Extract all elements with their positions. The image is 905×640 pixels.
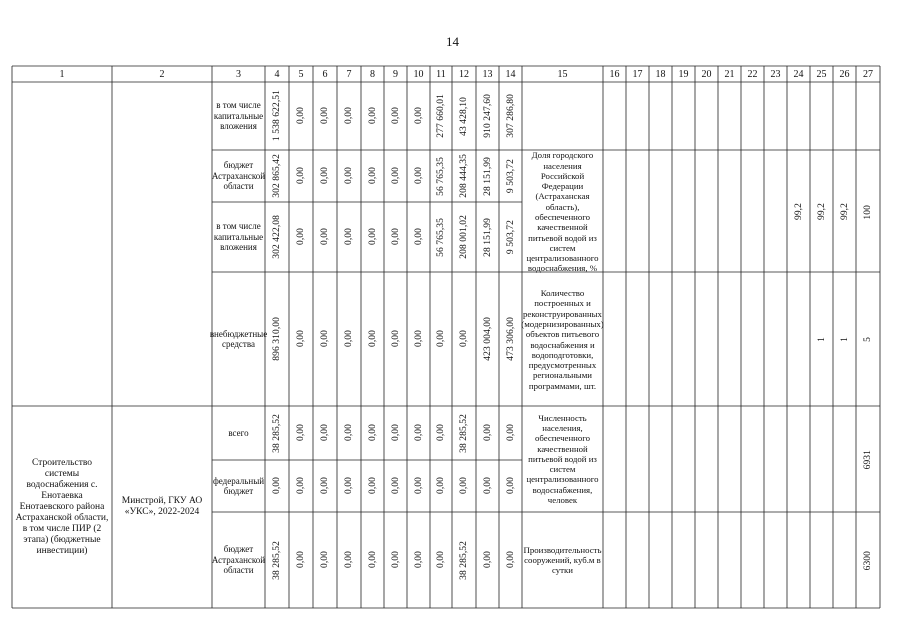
value-cell: [384, 512, 407, 608]
value-text: 208 001,02: [459, 215, 469, 259]
indicator-value-cell: [856, 407, 880, 512]
value-cell: [289, 202, 313, 272]
value-cell: [337, 272, 361, 406]
value-cell: [337, 202, 361, 272]
value-text: 423 004,00: [482, 317, 493, 361]
value-text: 0,00: [296, 228, 306, 246]
value-text: 0,00: [390, 551, 401, 569]
value-cell: [384, 272, 407, 406]
value-cell: [499, 406, 522, 460]
value-cell: [289, 82, 313, 150]
value-cell: [407, 272, 430, 406]
value-text: 0,00: [413, 477, 424, 495]
value-cell: [337, 82, 361, 150]
value-cell: [407, 512, 430, 608]
value-cell: [361, 512, 384, 608]
indicator-value-cell: [856, 152, 880, 272]
value-text: 0,00: [367, 330, 378, 348]
value-cell: [337, 150, 361, 202]
value-cell: [476, 406, 499, 460]
value-text: 0,00: [482, 424, 493, 442]
value-text: 28 151,99: [482, 156, 493, 196]
value-text: 38 285,52: [459, 540, 469, 580]
value-cell: [313, 512, 337, 608]
object-name: Строительство системы водоснабжения с. Енотаевка Енотаевского района Астраханской области, в том числе ПИР (2 этапа) (бюджетные инвестиции): [15, 457, 109, 556]
value-text: 56 765,35: [436, 217, 446, 257]
column-header-6: 6: [322, 68, 328, 80]
value-text: 0,00: [459, 330, 469, 348]
value-text: 0,00: [344, 477, 354, 495]
value-text: 9 503,72: [505, 219, 516, 255]
value-cell: [430, 460, 452, 512]
value-text: 0,00: [459, 477, 469, 495]
value-cell: [499, 82, 522, 150]
row-label: всего: [228, 427, 249, 438]
indicator-value-text: 1: [816, 337, 827, 342]
value-text: 208 444,35: [459, 154, 469, 198]
value-text: 0,00: [344, 551, 354, 569]
value-text: 0,00: [296, 167, 306, 185]
value-cell: [313, 202, 337, 272]
column-header-20: 20: [701, 68, 712, 80]
column-header-7: 7: [346, 68, 352, 80]
value-text: 0,00: [367, 551, 378, 569]
indicator-value-cell: [810, 152, 833, 272]
value-cell: [384, 406, 407, 460]
value-cell: [337, 512, 361, 608]
indicator-value-text: 1: [839, 337, 850, 342]
value-text: 0,00: [320, 551, 330, 569]
value-text: 0,00: [390, 424, 401, 442]
value-text: 896 310,00: [272, 317, 282, 361]
value-text: 0,00: [296, 424, 306, 442]
value-cell: [384, 460, 407, 512]
column-header-25: 25: [816, 68, 827, 80]
value-text: 0,00: [482, 551, 493, 569]
value-cell: [452, 150, 476, 202]
value-cell: [361, 150, 384, 202]
value-cell: [265, 406, 289, 460]
value-text: 0,00: [367, 107, 378, 125]
value-text: 0,00: [367, 167, 378, 185]
column-header-16: 16: [609, 68, 620, 80]
value-cell: [265, 82, 289, 150]
value-cell: [476, 82, 499, 150]
value-cell: [499, 150, 522, 202]
value-cell: [337, 406, 361, 460]
column-header-5: 5: [298, 68, 304, 80]
column-header-8: 8: [370, 68, 375, 80]
value-text: 38 285,52: [272, 413, 282, 453]
value-text: 0,00: [436, 330, 446, 348]
value-text: 0,00: [482, 477, 493, 495]
value-text: 0,00: [320, 228, 330, 246]
column-header-13: 13: [482, 68, 493, 80]
value-cell: [289, 272, 313, 406]
indicator-value-text: 99,2: [839, 203, 850, 221]
value-cell: [452, 82, 476, 150]
value-text: 0,00: [320, 477, 330, 495]
column-header-18: 18: [655, 68, 666, 80]
value-cell: [476, 272, 499, 406]
value-text: 0,00: [320, 107, 330, 125]
row-label: бюджет Астраханской области: [211, 160, 266, 192]
value-text: 0,00: [320, 330, 330, 348]
value-text: 0,00: [296, 107, 306, 125]
value-cell: [384, 150, 407, 202]
column-header-1: 1: [59, 68, 65, 80]
value-cell: [361, 82, 384, 150]
indicator-value-text: 99,2: [816, 203, 827, 221]
value-cell: [265, 512, 289, 608]
value-cell: [289, 406, 313, 460]
value-cell: [430, 202, 452, 272]
value-text: 0,00: [413, 107, 424, 125]
value-cell: [361, 202, 384, 272]
value-cell: [313, 460, 337, 512]
value-cell: [337, 460, 361, 512]
column-header-22: 22: [747, 68, 758, 80]
value-cell: [452, 202, 476, 272]
value-text: 1 538 622,51: [272, 90, 282, 142]
value-cell: [313, 272, 337, 406]
row-label: в том числе капитальные вложения: [213, 100, 264, 132]
indicator-value-cell: [856, 273, 880, 406]
value-cell: [499, 512, 522, 608]
column-header-14: 14: [505, 68, 516, 80]
indicator-value-text: 6300: [863, 550, 873, 571]
value-text: 0,00: [413, 424, 424, 442]
value-cell: [430, 406, 452, 460]
value-cell: [407, 202, 430, 272]
indicator-value-text: 99,2: [793, 203, 804, 221]
value-cell: [476, 202, 499, 272]
indicator-value-text: 5: [863, 337, 873, 342]
value-text: 0,00: [505, 424, 516, 442]
value-cell: [430, 82, 452, 150]
indicator-value-cell: [810, 273, 833, 406]
value-cell: [384, 202, 407, 272]
value-cell: [407, 150, 430, 202]
value-cell: [499, 460, 522, 512]
column-header-19: 19: [678, 68, 689, 80]
value-text: 0,00: [390, 330, 401, 348]
value-text: 0,00: [505, 551, 516, 569]
column-header-24: 24: [793, 68, 804, 80]
value-cell: [265, 460, 289, 512]
value-text: 0,00: [413, 330, 424, 348]
value-cell: [452, 272, 476, 406]
value-cell: [476, 512, 499, 608]
indicator-value-cell: [833, 273, 856, 406]
value-text: 43 428,10: [459, 96, 469, 136]
value-text: 0,00: [272, 477, 282, 495]
value-cell: [476, 460, 499, 512]
page-number: 14: [446, 34, 459, 49]
value-text: 0,00: [296, 551, 306, 569]
value-text: 56 765,35: [436, 156, 446, 196]
column-header-15: 15: [557, 68, 568, 80]
value-text: 0,00: [367, 477, 378, 495]
value-text: 277 660,01: [436, 94, 446, 138]
value-text: 28 151,99: [482, 217, 493, 257]
value-cell: [476, 150, 499, 202]
value-cell: [452, 460, 476, 512]
value-text: 0,00: [367, 228, 378, 246]
value-text: 0,00: [436, 551, 446, 569]
value-text: 0,00: [344, 330, 354, 348]
value-text: 473 306,00: [505, 317, 516, 361]
indicator-count: Количество построенных и реконструированных (модернизированных) объектов питьевого водоснабжения и водоподготовки, предусмотренных региональными программами, шт.: [521, 288, 604, 391]
value-text: 0,00: [436, 477, 446, 495]
column-header-11: 11: [436, 68, 446, 80]
value-text: 38 285,52: [272, 540, 282, 580]
value-cell: [289, 512, 313, 608]
value-text: 0,00: [344, 424, 354, 442]
value-cell: [384, 82, 407, 150]
value-cell: [452, 512, 476, 608]
value-cell: [265, 272, 289, 406]
column-header-23: 23: [770, 68, 781, 80]
value-text: 0,00: [296, 330, 306, 348]
column-header-9: 9: [393, 68, 398, 80]
value-cell: [430, 512, 452, 608]
value-text: 0,00: [505, 477, 516, 495]
value-cell: [407, 82, 430, 150]
value-text: 0,00: [344, 228, 354, 246]
value-text: 0,00: [413, 551, 424, 569]
value-text: 302 422,08: [272, 215, 282, 259]
row-label: бюджет Астраханской области: [211, 544, 266, 576]
indicator-capacity: Производительность сооружений, куб.м в сутки: [523, 544, 602, 576]
column-header-2: 2: [159, 68, 165, 80]
row-label: в том числе капитальные вложения: [213, 221, 264, 253]
value-text: 0,00: [320, 167, 330, 185]
value-cell: [313, 406, 337, 460]
value-cell: [265, 202, 289, 272]
column-header-3: 3: [236, 68, 241, 80]
value-cell: [407, 406, 430, 460]
value-text: 0,00: [413, 228, 424, 246]
value-cell: [289, 460, 313, 512]
value-text: 0,00: [344, 107, 354, 125]
value-text: 0,00: [296, 477, 306, 495]
value-cell: [407, 460, 430, 512]
value-text: 0,00: [413, 167, 424, 185]
value-cell: [289, 150, 313, 202]
value-text: 307 286,80: [505, 94, 516, 138]
value-cell: [313, 150, 337, 202]
value-text: 0,00: [367, 424, 378, 442]
value-text: 9 503,72: [505, 158, 516, 194]
row-label: внебюджетные средства: [209, 328, 268, 349]
indicator-population: Численность населения, обеспеченного качественной питьевой водой из систем централизованного водоснабжения, человек: [526, 412, 599, 506]
column-header-21: 21: [724, 68, 735, 80]
column-header-27: 27: [863, 68, 873, 80]
indicator-value-cell: [856, 513, 880, 608]
value-text: 0,00: [344, 167, 354, 185]
indicator-value-text: 6931: [863, 449, 873, 470]
indicator-value-cell: [787, 152, 810, 272]
value-text: 0,00: [320, 424, 330, 442]
value-cell: [499, 202, 522, 272]
column-header-10: 10: [413, 68, 424, 80]
value-cell: [361, 406, 384, 460]
indicator-value-cell: [833, 152, 856, 272]
column-header-17: 17: [632, 68, 643, 80]
value-text: 0,00: [390, 167, 401, 185]
value-cell: [430, 150, 452, 202]
value-text: 302 865,42: [272, 154, 282, 198]
column-header-26: 26: [839, 68, 850, 80]
column-header-12: 12: [459, 68, 469, 80]
indicator-share: Доля городского населения Российской Федерации (Астраханская область), обеспеченного качественной питьевой водой из систем централизованного водоснабжения, %: [526, 150, 599, 274]
value-cell: [452, 406, 476, 460]
value-text: 910 247,60: [482, 94, 493, 138]
value-text: 0,00: [390, 107, 401, 125]
value-text: 0,00: [390, 477, 401, 495]
column-header-4: 4: [274, 68, 280, 80]
executor: Минстрой, ГКУ АО «УКС», 2022-2024: [121, 496, 203, 517]
value-cell: [265, 150, 289, 202]
value-cell: [313, 82, 337, 150]
value-text: 0,00: [436, 424, 446, 442]
value-cell: [361, 460, 384, 512]
value-text: 0,00: [390, 228, 401, 246]
value-text: 38 285,52: [459, 413, 469, 453]
row-label: федеральный бюджет: [212, 475, 265, 496]
value-cell: [361, 272, 384, 406]
value-cell: [499, 272, 522, 406]
value-cell: [430, 272, 452, 406]
indicator-value-text: 100: [863, 204, 873, 220]
